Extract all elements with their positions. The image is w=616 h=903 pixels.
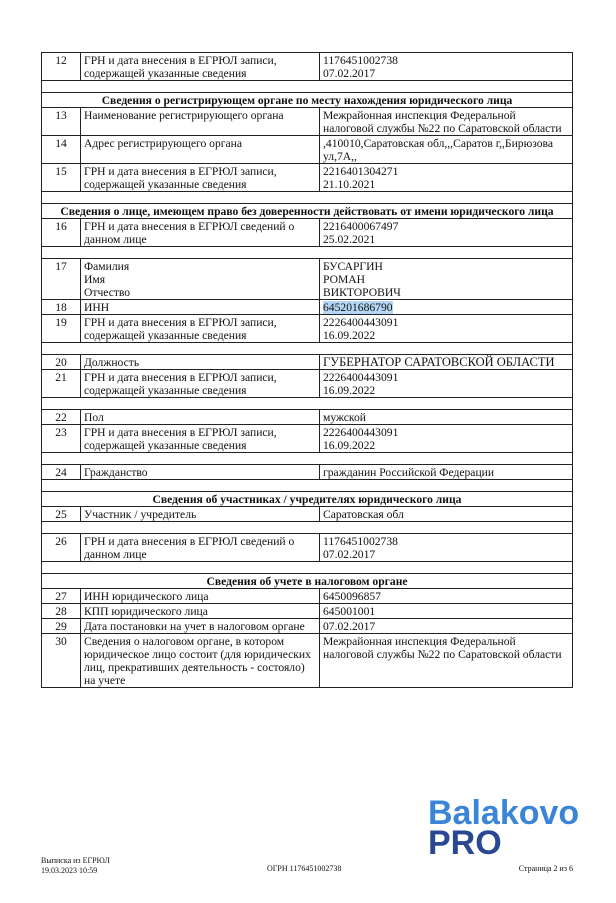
row-22 bbox=[42, 410, 573, 425]
row-number: 18 bbox=[42, 300, 81, 315]
row-value: 2226400443091 16.09.2022 bbox=[320, 315, 573, 343]
row-25 bbox=[42, 507, 573, 522]
watermark-word-balakovo: Balakovo bbox=[428, 794, 580, 832]
row-label: Фамилия Имя Отчество bbox=[81, 259, 320, 300]
row-label: ИНН юридического лица bbox=[81, 589, 320, 604]
row-19 bbox=[42, 315, 573, 343]
row-value: 1176451002738 07.02.2017 bbox=[320, 534, 573, 562]
footer-page-number: Страница 2 из 6 bbox=[518, 864, 573, 873]
row-label: Наименование регистрирующего органа bbox=[81, 108, 320, 136]
row-value: 2216400067497 25.02.2021 bbox=[320, 219, 573, 247]
row-number: 13 bbox=[42, 108, 81, 136]
row-value: 07.02.2017 bbox=[320, 619, 573, 634]
row-27 bbox=[42, 589, 573, 604]
section-header-tax-registration: Сведения об учете в налоговом органе bbox=[42, 574, 573, 589]
row-value: ГУБЕРНАТОР САРАТОВСКОЙ ОБЛАСТИ bbox=[320, 355, 573, 370]
row-24 bbox=[42, 465, 573, 480]
egrul-table bbox=[41, 52, 573, 688]
row-number: 23 bbox=[42, 425, 81, 453]
footer-ogrn: ОГРН 1176451002738 bbox=[267, 864, 342, 873]
section-header-participants: Сведения об участниках / учредителях юридического лица bbox=[42, 492, 573, 507]
row-label: Участник / учредитель bbox=[81, 507, 320, 522]
row-label: ГРН и дата внесения в ЕГРЮЛ записи, содержащей указанные сведения bbox=[81, 370, 320, 398]
row-label: Гражданство bbox=[81, 465, 320, 480]
row-number: 20 bbox=[42, 355, 81, 370]
row-label: ГРН и дата внесения в ЕГРЮЛ сведений о данном лице bbox=[81, 219, 320, 247]
row-28 bbox=[42, 604, 573, 619]
row-26 bbox=[42, 534, 573, 562]
row-number: 30 bbox=[42, 634, 81, 688]
row-number: 24 bbox=[42, 465, 81, 480]
row-number: 22 bbox=[42, 410, 81, 425]
spacer-row bbox=[42, 247, 573, 259]
row-number: 12 bbox=[42, 53, 81, 81]
row-number: 17 bbox=[42, 259, 81, 300]
row-30 bbox=[42, 634, 573, 688]
spacer-row bbox=[42, 522, 573, 534]
row-value bbox=[320, 300, 573, 315]
spacer-row bbox=[42, 398, 573, 410]
row-label: Дата постановки на учет в налоговом органе bbox=[81, 619, 320, 634]
row-label: ГРН и дата внесения в ЕГРЮЛ сведений о данном лице bbox=[81, 534, 320, 562]
row-number: 19 bbox=[42, 315, 81, 343]
row-value: Межрайонная инспекция Федеральной налоговой службы №22 по Саратовской области bbox=[320, 108, 573, 136]
row-14 bbox=[42, 136, 573, 164]
row-number: 21 bbox=[42, 370, 81, 398]
row-label: ГРН и дата внесения в ЕГРЮЛ записи, содержащей указанные сведения bbox=[81, 315, 320, 343]
footer-extract-info: Выписка из ЕГРЮЛ 19.03.2023 10:59 bbox=[41, 856, 110, 875]
balakovo-pro-watermark-logo bbox=[426, 788, 616, 858]
row-value: 6450096857 bbox=[320, 589, 573, 604]
spacer-row bbox=[42, 81, 573, 93]
row-number: 28 bbox=[42, 604, 81, 619]
row-value: БУСАРГИН РОМАН ВИКТОРОВИЧ bbox=[320, 259, 573, 300]
row-number: 15 bbox=[42, 164, 81, 192]
row-label: Должность bbox=[81, 355, 320, 370]
row-number: 29 bbox=[42, 619, 81, 634]
row-number: 14 bbox=[42, 136, 81, 164]
spacer-row bbox=[42, 480, 573, 492]
section-header-registering-authority: Сведения о регистрирующем органе по месту нахождения юридического лица bbox=[42, 93, 573, 108]
row-number: 25 bbox=[42, 507, 81, 522]
row-29 bbox=[42, 619, 573, 634]
row-label: Пол bbox=[81, 410, 320, 425]
row-value: гражданин Российской Федерации bbox=[320, 465, 573, 480]
row-value: 645001001 bbox=[320, 604, 573, 619]
spacer-row bbox=[42, 562, 573, 574]
row-label: Адрес регистрирующего органа bbox=[81, 136, 320, 164]
row-label: Сведения о налоговом органе, в котором юридическое лицо состоит (для юридических лиц, прекративших деятельность - состояло) на учете bbox=[81, 634, 320, 688]
row-23 bbox=[42, 425, 573, 453]
row-value: 2226400443091 16.09.2022 bbox=[320, 370, 573, 398]
row-12 bbox=[42, 53, 573, 81]
row-label: ИНН bbox=[81, 300, 320, 315]
row-13 bbox=[42, 108, 573, 136]
row-21 bbox=[42, 370, 573, 398]
row-17 bbox=[42, 259, 573, 300]
row-15 bbox=[42, 164, 573, 192]
row-label: ГРН и дата внесения в ЕГРЮЛ записи, содержащей указанные сведения bbox=[81, 53, 320, 81]
watermark-word-pro: PRO bbox=[428, 824, 502, 858]
egrul-extract-page bbox=[41, 52, 573, 688]
row-value: 2216401304271 21.10.2021 bbox=[320, 164, 573, 192]
row-20 bbox=[42, 355, 573, 370]
row-18 bbox=[42, 300, 573, 315]
row-label: КПП юридического лица bbox=[81, 604, 320, 619]
row-label: ГРН и дата внесения в ЕГРЮЛ записи, содержащей указанные сведения bbox=[81, 164, 320, 192]
row-value: мужской bbox=[320, 410, 573, 425]
row-value: 1176451002738 07.02.2017 bbox=[320, 53, 573, 81]
row-label: ГРН и дата внесения в ЕГРЮЛ записи, содержащей указанные сведения bbox=[81, 425, 320, 453]
row-value: ,410010,Саратовская обл,,,Саратов г,,Бирюзова ул,7А,, bbox=[320, 136, 573, 164]
row-value: 2226400443091 16.09.2022 bbox=[320, 425, 573, 453]
row-number: 26 bbox=[42, 534, 81, 562]
spacer-row bbox=[42, 343, 573, 355]
inn-value-highlighted[interactable]: 645201686790 bbox=[323, 301, 393, 314]
row-number: 27 bbox=[42, 589, 81, 604]
spacer-row bbox=[42, 453, 573, 465]
section-header-authorized-person: Сведения о лице, имеющем право без доверенности действовать от имени юридического лица bbox=[42, 204, 573, 219]
row-16 bbox=[42, 219, 573, 247]
row-value: Межрайонная инспекция Федеральной налоговой службы №22 по Саратовской области bbox=[320, 634, 573, 688]
row-number: 16 bbox=[42, 219, 81, 247]
row-value: Саратовская обл bbox=[320, 507, 573, 522]
spacer-row bbox=[42, 192, 573, 204]
